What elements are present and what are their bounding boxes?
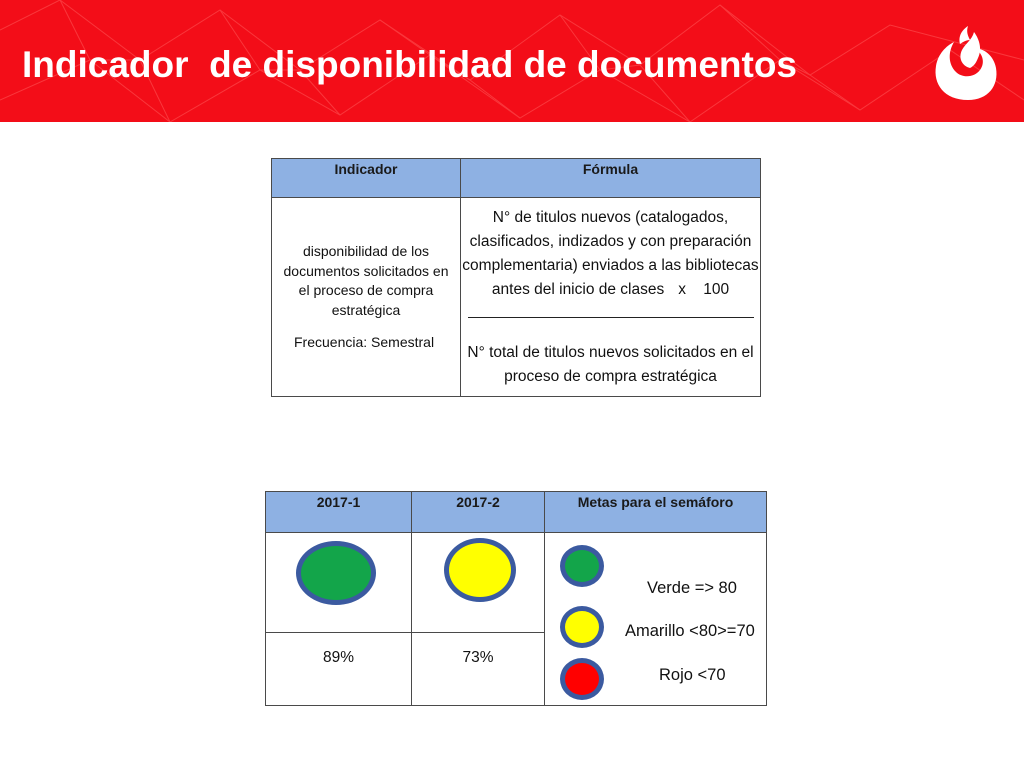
indicator-line: el proceso de compra — [298, 282, 434, 298]
numerator-line: complementaria) enviados a las bibliotecas — [462, 257, 759, 274]
value-2017-1: 89% — [266, 633, 412, 706]
multiplier-text: x 100 — [678, 281, 730, 298]
column-header-formula: Fórmula — [461, 159, 761, 198]
numerator-line: clasificados, indizados y con preparación — [469, 233, 752, 250]
formula-cell — [461, 198, 761, 397]
formula-numerator — [461, 206, 760, 302]
indicator-line: disponibilidad de los — [302, 243, 430, 259]
denominator-line: proceso de compra estratégica — [504, 368, 717, 385]
legend-label-yellow: Amarillo <80>=70 — [625, 622, 755, 640]
formula-denominator — [461, 341, 760, 389]
indicator-line: documentos solicitados en — [283, 262, 449, 279]
semaforo-legend-cell — [545, 533, 767, 706]
status-light-2017-2 — [444, 538, 516, 602]
upc-flame-logo-icon — [930, 22, 1006, 104]
indicator-table — [271, 158, 761, 397]
numerator-line: antes del inicio de clases — [491, 281, 665, 298]
column-header-indicator: Indicador — [272, 159, 461, 198]
column-header-2017-2: 2017-2 — [412, 492, 545, 533]
column-header-metas: Metas para el semáforo — [545, 492, 767, 533]
header-banner — [0, 0, 1024, 122]
denominator-line: N° total de titulos nuevos solicitados en el — [467, 344, 754, 361]
semaforo-table — [265, 491, 767, 706]
legend-dot-yellow — [560, 606, 604, 648]
legend-dot-red — [560, 658, 604, 700]
legend-label-red: Rojo <70 — [659, 666, 726, 684]
status-cell-2017-2 — [412, 533, 545, 633]
status-cell-2017-1 — [266, 533, 412, 633]
legend-dot-green — [560, 545, 604, 587]
status-light-2017-1 — [296, 541, 376, 605]
value-2017-2: 73% — [412, 633, 545, 706]
indicator-description — [272, 242, 460, 320]
fraction-line — [468, 317, 754, 318]
frequency-text: Frecuencia: Semestral — [294, 334, 435, 350]
page-title: Indicador de disponibilidad de documentos — [22, 44, 797, 85]
column-header-2017-1: 2017-1 — [266, 492, 412, 533]
numerator-line: N° de titulos nuevos (catalogados, — [492, 209, 729, 226]
legend-label-green: Verde => 80 — [647, 579, 737, 597]
indicator-description-cell — [272, 198, 461, 397]
indicator-line: estratégica — [331, 301, 401, 318]
